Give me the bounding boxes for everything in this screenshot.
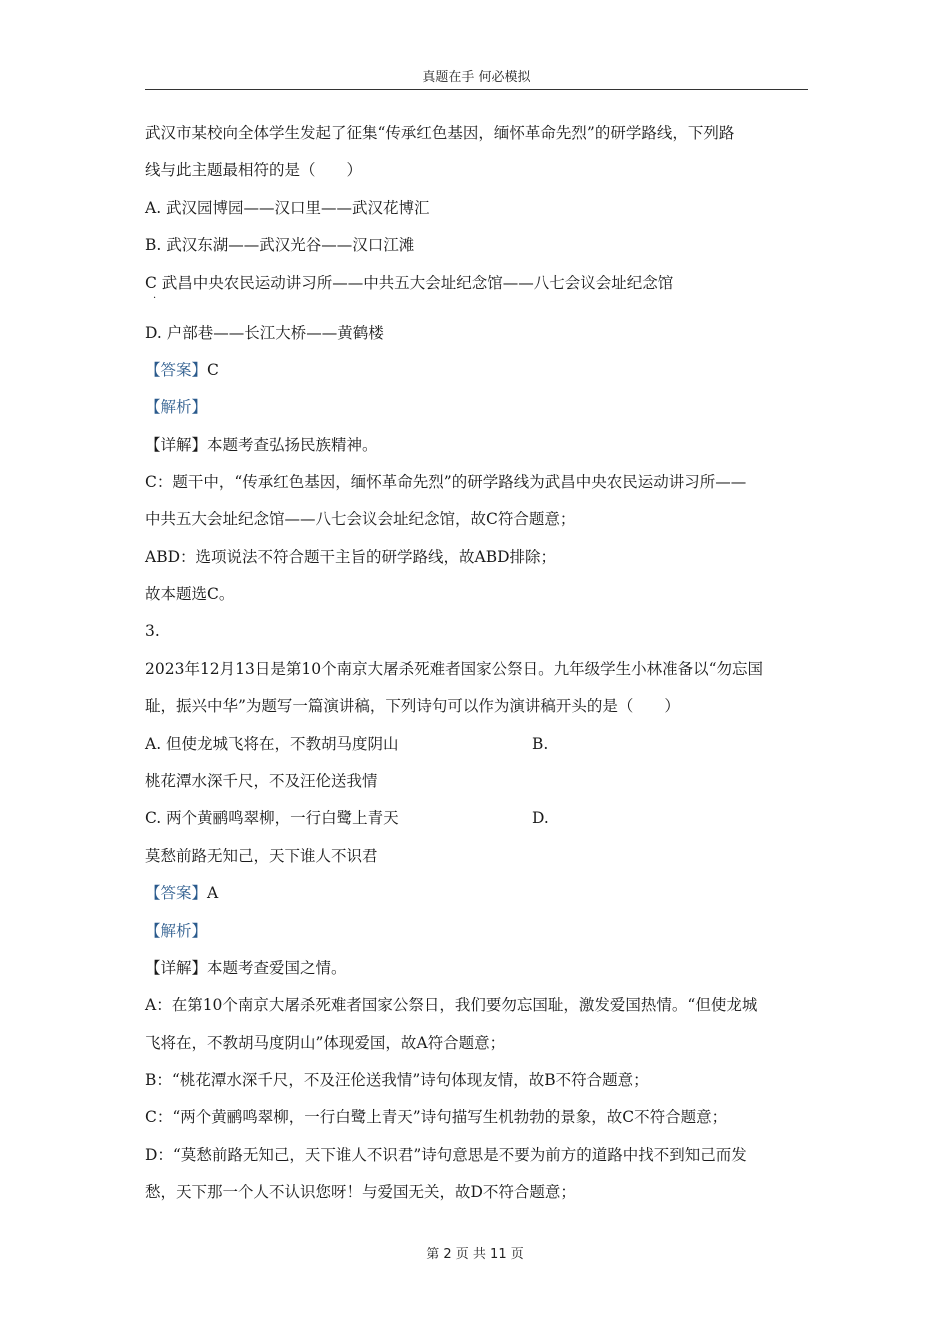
q3-option-d-label: D. [532, 809, 549, 827]
q2-option-a: A. 武汉园博园——汉口里——武汉花博汇 [145, 199, 430, 217]
q3-explanation-a-line-1: A：在第10个南京大屠杀死难者国家公祭日，我们要勿忘国耻，激发爱国热情。“但使龙城 [145, 996, 758, 1014]
q2-option-c-dot: · [153, 293, 157, 304]
q2-detail [145, 434, 378, 456]
q3-answer-tag: 【答案】 [145, 884, 208, 902]
q3-option-c: C. 两个黄鹂鸣翠柳，一行白鹭上青天 [145, 809, 399, 827]
q2-answer-tag: 【答案】 [145, 361, 208, 379]
q3-explanation-b: B：“桃花潭水深千尺，不及汪伦送我情”诗句体现友情，故B不符合题意； [145, 1071, 649, 1089]
q2-explanation-line-4: 故本题选C。 [145, 585, 235, 603]
q3-detail [145, 957, 347, 979]
q3-analysis-tag: 【解析】 [145, 922, 208, 940]
q2-option-b: B. 武汉东湖——武汉光谷——汉口江滩 [145, 236, 415, 254]
q3-number: 3. [145, 622, 160, 640]
q2-detail-tag: 【详解】 [145, 436, 208, 454]
q3-explanation-a-line-2: 飞将在，不教胡马度阴山”体现爱国，故A符合题意； [145, 1034, 506, 1052]
q2-option-d: D. 户部巷——长江大桥——黄鹤楼 [145, 324, 384, 342]
page-footer-number: 第 2 页 共 11 页 [426, 1247, 524, 1262]
q2-option-c: C 武昌中央农民运动讲习所——中共五大会址纪念馆——八七会议会址纪念馆 [145, 274, 674, 292]
q2-answer-value: C [207, 361, 219, 379]
q2-analysis-tag: 【解析】 [145, 398, 208, 416]
q2-explanation-line-3: ABD：选项说法不符合题干主旨的研学路线，故ABD排除； [145, 548, 557, 566]
q2-explanation-line-2: 中共五大会址纪念馆——八七会议会址纪念馆，故C符合题意； [145, 510, 576, 528]
q3-explanation-c: C：“两个黄鹂鸣翠柳，一行白鹭上青天”诗句描写生机勃勃的景象，故C不符合题意； [145, 1108, 728, 1126]
q3-detail-text: 本题考查爱国之情。 [207, 959, 347, 977]
q3-explanation-d-line-1: D：“莫愁前路无知己，天下谁人不识君”诗句意思是不要为前方的道路中找不到知己而发 [145, 1146, 747, 1164]
q3-explanation-d-line-2: 愁，天下那一个人不认识您呀！与爱国无关，故D不符合题意； [145, 1183, 576, 1201]
header-rule [145, 89, 808, 90]
q2-stem-line-2: 线与此主题最相符的是（ ） [145, 161, 363, 179]
q2-explanation-line-1: C：题干中，“传承红色基因，缅怀革命先烈”的研学路线为武昌中央农民运动讲习所—— [145, 473, 747, 491]
q3-option-b-label: B. [532, 735, 549, 753]
q2-answer [145, 359, 219, 381]
q3-option-d-text: 莫愁前路无知己，天下谁人不识君 [145, 847, 378, 865]
q3-option-b-text: 桃花潭水深千尺，不及汪伦送我情 [145, 772, 378, 790]
q3-option-a: A. 但使龙城飞将在，不教胡马度阴山 [145, 735, 399, 753]
q2-stem-line-1: 武汉市某校向全体学生发起了征集“传承红色基因，缅怀革命先烈”的研学路线，下列路 [145, 124, 735, 142]
q3-answer [145, 882, 218, 904]
q3-stem-line-1: 2023年12月13日是第10个南京大屠杀死难者国家公祭日。九年级学生小林准备以“勿忘国 [145, 660, 764, 678]
q3-detail-tag: 【详解】 [145, 959, 208, 977]
q3-answer-value: A [207, 884, 219, 902]
page-header-title: 真题在手 何必模拟 [422, 70, 531, 85]
q2-detail-text: 本题考查弘扬民族精神。 [207, 436, 378, 454]
q3-stem-line-2: 耻，振兴中华”为题写一篇演讲稿，下列诗句可以作为演讲稿开头的是（ ） [145, 697, 680, 715]
